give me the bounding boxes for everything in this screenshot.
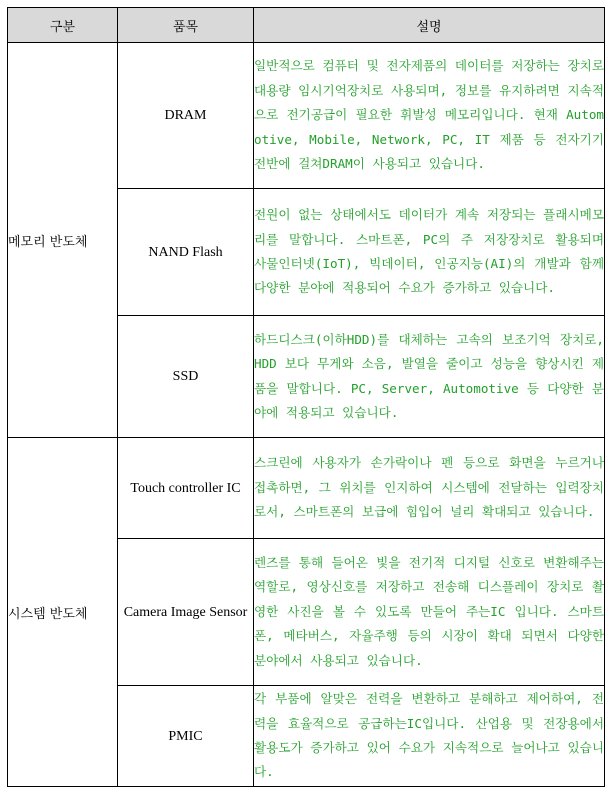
item-description: 렌즈를 통해 들어온 빛을 전기적 디지털 신호로 변환해주는 역할로, 영상신호를 저장하고 전송해 디스플레이 장치로 촬영한 사진을 볼 수 있도록 만들어 주는IC 입니다. 스마트폰, 메타버스, 자율주행 등의 시장이 확대 되면서 다양한 분야에서 사용되고 있습니다.: [254, 539, 605, 686]
item-description: 하드디스크(이하HDD)를 대체하는 고속의 보조기억 장치로, HDD 보다 무게와 소음, 발열을 줄이고 성능을 향상시킨 제품을 말합니다. PC, Server, Automotive 등 다양한 분야에 적용되고 있습니다.: [254, 316, 605, 438]
item-name: Camera Image Sensor: [118, 539, 254, 686]
item-name: Touch controller IC: [118, 438, 254, 539]
header-category: 구분: [8, 8, 118, 43]
table-header-row: [8, 8, 605, 43]
category-cell: 메모리 반도체: [8, 43, 118, 438]
item-description: 스크린에 사용자가 손가락이나 펜 등으로 화면을 누르거나 접촉하면, 그 위치를 인지하여 시스템에 전달하는 입력장치로서, 스마트폰의 보급에 힘입어 널리 확대되고 있습니다.: [254, 438, 605, 539]
item-name: DRAM: [118, 43, 254, 189]
category-cell: 시스템 반도체: [8, 438, 118, 787]
item-name: PMIC: [118, 686, 254, 787]
header-description: 설명: [254, 8, 605, 43]
product-table: [7, 7, 605, 787]
item-description: 전원이 없는 상태에서도 데이터가 계속 저장되는 플래시메모리를 말합니다. 스마트폰, PC의 주 저장장치로 활용되며 사물인터넷(IoT), 빅데이터, 인공지능(AI)의 개발과 함께 다양한 분야에 적용되어 수요가 증가하고 있습니다.: [254, 189, 605, 316]
item-description: 일반적으로 컴퓨터 및 전자제품의 데이터를 저장하는 장치로 대용량 임시기억장치로 사용되며, 정보를 유지하려면 지속적으로 전기공급이 필요한 휘발성 메모리입니다. 현재 Automotive, Mobile, Network, PC, IT 제품 등 전자기기 전반에 걸쳐DRAM이 사용되고 있습니다.: [254, 43, 605, 189]
table-row: [8, 43, 605, 189]
item-name: NAND Flash: [118, 189, 254, 316]
item-description: 각 부품에 알맞은 전력을 변환하고 분해하고 제어하여, 전력을 효율적으로 공급하는IC입니다. 산업용 및 전장용에서 활용도가 증가하고 있어 수요가 지속적으로 늘어나고 있습니다.: [254, 686, 605, 787]
header-item: 품목: [118, 8, 254, 43]
table-row: [8, 438, 605, 539]
item-name: SSD: [118, 316, 254, 438]
